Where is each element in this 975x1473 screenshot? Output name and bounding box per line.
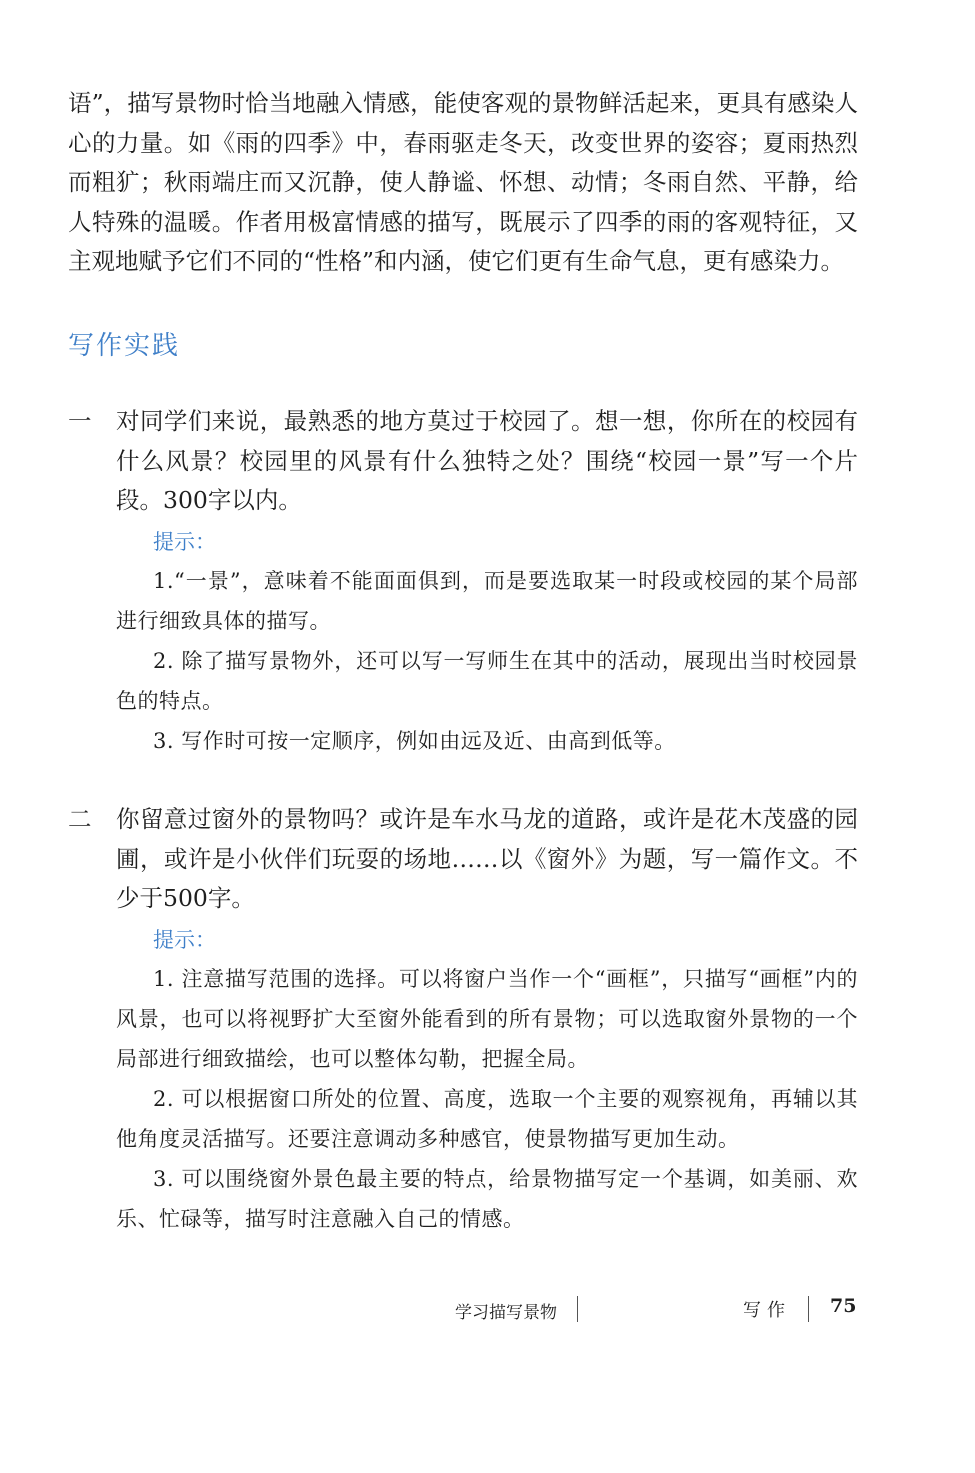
page-footer bbox=[0, 1292, 975, 1332]
section-heading: 写作实践 bbox=[68, 331, 181, 361]
task-prompt: 你留意过窗外的景物吗？或许是车水马龙的道路，或许是花木茂盛的园圃，或许是小伙伴们玩耍的场地……以《窗外》为题，写一篇作文。不少于500字。 bbox=[116, 805, 858, 912]
footer-divider bbox=[808, 1296, 809, 1322]
intro-paragraph: 语”，描写景物时恰当地融入情感，能使客观的景物鲜活起来，更具有感染人心的力量。如《雨的四季》中，春雨驱走冬天，改变世界的姿容；夏雨热烈而粗犷；秋雨端庄而又沉静，使人静谧、怀想、动情；冬雨自然、平静，给人特殊的温暖。作者用极富情感的描写，既展示了四季的雨的客观特征，又主观地赋予它们不同的“性格”和内涵，使它们更有生命气息，更有感染力。 bbox=[68, 89, 858, 275]
hint-label: 提示： bbox=[153, 927, 216, 952]
page-number: 75 bbox=[830, 1295, 857, 1317]
hint-item: 1. 注意描写范围的选择。可以将窗户当作一个“画框”，只描写“画框”内的风景，也可以将视野扩大至窗外能看到的所有景物；可以选取窗外景物的一个局部进行细致描绘，也可以整体勾勒，把握全局。 bbox=[116, 966, 858, 1071]
task-number: 二 bbox=[68, 805, 92, 833]
writing-task-2 bbox=[68, 800, 858, 1239]
hint-item: 1.“一景”，意味着不能面面俱到，而是要选取某一时段或校园的某个局部进行细致具体的描写。 bbox=[116, 568, 858, 633]
hint-item: 3. 写作时可按一定顺序，例如由远及近、由高到低等。 bbox=[153, 728, 676, 753]
hint-item: 3. 可以围绕窗外景色最主要的特点，给景物描写定一个基调，如美丽、欢乐、忙碌等，描写时注意融入自己的情感。 bbox=[116, 1166, 858, 1231]
footer-divider bbox=[577, 1296, 578, 1322]
hint-item: 2. 可以根据窗口所处的位置、高度，选取一个主要的观察视角，再辅以其他角度灵活描写。还要注意调动多种感官，使景物描写更加生动。 bbox=[116, 1086, 858, 1151]
footer-unit-title: 学习描写景物 bbox=[455, 1303, 557, 1323]
task-number: 一 bbox=[68, 407, 92, 435]
footer-section-label: 写作 bbox=[743, 1300, 791, 1321]
hint-label: 提示： bbox=[153, 529, 216, 554]
hint-item: 2. 除了描写景物外，还可以写一写师生在其中的活动，展现出当时校园景色的特点。 bbox=[116, 648, 858, 713]
writing-task-1 bbox=[68, 402, 858, 761]
task-prompt: 对同学们来说，最熟悉的地方莫过于校园了。想一想，你所在的校园有什么风景？校园里的风景有什么独特之处？围绕“校园一景”写一个片段。300字以内。 bbox=[116, 407, 858, 514]
